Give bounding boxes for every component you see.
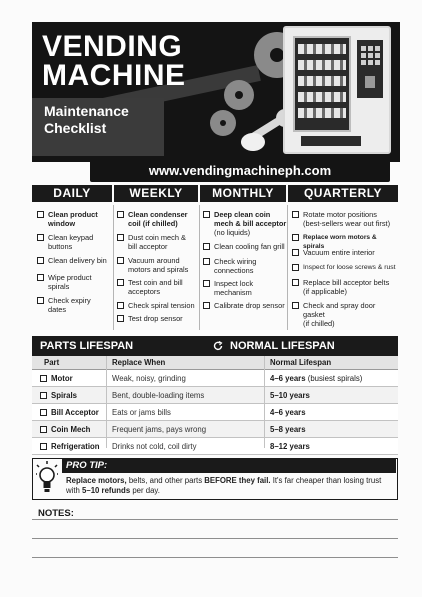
- task-label: Check spiral tension: [128, 301, 195, 310]
- vm-key: [375, 60, 380, 65]
- task-label: Inspect for loose screws & rust: [303, 264, 396, 271]
- replace-when-cell: Weak, noisy, grinding: [112, 374, 186, 383]
- task-checkbox[interactable]: [203, 211, 210, 218]
- gear-icon: [224, 80, 254, 110]
- column-divider: [113, 205, 114, 330]
- vm-delivery-slot: [301, 136, 361, 146]
- task-checkbox[interactable]: [203, 302, 210, 309]
- task-label: Vacuum around motors and spirals: [128, 256, 189, 274]
- task-label: Clean product window: [48, 210, 98, 228]
- column-header-part: Part: [44, 358, 60, 367]
- vm-shelf: [298, 108, 346, 118]
- table-row: [32, 404, 398, 421]
- lifespan-cell: 5–10 years: [270, 391, 310, 400]
- task-label: Wipe product spirals: [48, 273, 92, 291]
- notes-label: NOTES:: [38, 508, 74, 519]
- part-cell[interactable]: Refrigeration: [40, 438, 108, 455]
- vm-key: [375, 53, 380, 58]
- column-header-replace-when: Replace When: [112, 358, 166, 367]
- task-label: Deep clean coin mech & bill acceptor (no liquids): [214, 210, 287, 237]
- weekly-header: WEEKLY: [114, 185, 198, 202]
- hero-title: [42, 32, 186, 90]
- vm-key: [368, 53, 373, 58]
- pro-tip-header: PRO TIP:: [62, 458, 396, 473]
- table-row: [32, 438, 398, 455]
- website-url: www.vendingmachineph.com: [148, 163, 332, 178]
- vending-machine-illustration: [283, 26, 391, 154]
- task-label: Clean condenser coil (if chilled): [128, 210, 188, 228]
- vm-shelf: [298, 60, 346, 70]
- task-label: Replace bill acceptor belts (if applicable): [303, 278, 390, 296]
- task-checkbox[interactable]: [117, 257, 124, 264]
- parts-lifespan-header: [32, 336, 398, 356]
- part-cell[interactable]: Bill Acceptor: [40, 404, 108, 421]
- task-label: Check and spray door gasket (if chilled): [303, 301, 376, 328]
- task-label: Vacuum entire interior: [303, 248, 375, 257]
- task-checkbox[interactable]: [203, 258, 210, 265]
- vm-glass: [293, 36, 351, 132]
- task-checkbox[interactable]: [37, 274, 44, 281]
- hero-title-line2: MACHINE: [42, 59, 186, 92]
- hero-subtitle-line2: Checklist: [44, 120, 107, 136]
- parts-lifespan-title: PARTS LIFESPAN: [40, 340, 134, 352]
- vm-key: [368, 60, 373, 65]
- task-label: Clean cooling fan grill: [214, 242, 285, 251]
- task-checkbox[interactable]: [292, 249, 299, 256]
- task-label: Check wiring connections: [214, 257, 257, 275]
- replace-when-cell: Frequent jams, pays wrong: [112, 425, 207, 434]
- task-checkbox[interactable]: [292, 211, 299, 218]
- task-checkbox[interactable]: [117, 315, 124, 322]
- lifespan-cell: 4–6 years (busiest spirals): [270, 374, 363, 383]
- quarterly-header: QUARTERLY: [288, 185, 398, 202]
- task-checkbox[interactable]: [117, 302, 124, 309]
- vm-key: [375, 46, 380, 51]
- task-checkbox[interactable]: [292, 279, 299, 286]
- task-checkbox[interactable]: [117, 234, 124, 241]
- task-label: Check expiry dates: [48, 296, 91, 314]
- vm-keypad-panel: [357, 40, 383, 98]
- gear-icon: [210, 110, 236, 136]
- table-column-divider: [106, 356, 107, 448]
- task-checkbox[interactable]: [117, 279, 124, 286]
- part-cell[interactable]: Coin Mech: [40, 421, 108, 438]
- table-row: [32, 370, 398, 387]
- lightbulb-icon: [36, 461, 58, 495]
- part-checkbox[interactable]: [40, 392, 47, 399]
- hero-subtitle-line1: Maintenance: [44, 103, 129, 119]
- pro-tip-text: Replace motors, belts, and other parts BEFORE they fail. It's far cheaper than losing trust with 5–10 refunds per day.: [66, 476, 382, 495]
- lifespan-cell: 5–8 years: [270, 425, 306, 434]
- replace-when-cell: Eats or jams bills: [112, 408, 171, 417]
- column-header-lifespan: Normal Lifespan: [270, 358, 332, 367]
- task-label: Test coin and bill acceptors: [128, 278, 183, 296]
- column-divider: [287, 205, 288, 330]
- task-label: Test drop sensor: [128, 314, 183, 323]
- task-checkbox[interactable]: [117, 211, 124, 218]
- task-checkbox[interactable]: [37, 234, 44, 241]
- vm-coin-slot: [365, 76, 375, 88]
- part-checkbox[interactable]: [40, 409, 47, 416]
- notes-line[interactable]: [32, 519, 398, 520]
- column-divider: [199, 205, 200, 330]
- task-label: Replace worn motors & spirals: [303, 234, 377, 250]
- task-label: Inspect lock mechanism: [214, 279, 254, 297]
- daily-header: DAILY: [32, 185, 112, 202]
- task-checkbox[interactable]: [292, 234, 299, 241]
- notes-line[interactable]: [32, 538, 398, 539]
- task-checkbox[interactable]: [37, 297, 44, 304]
- task-checkbox[interactable]: [203, 243, 210, 250]
- normal-lifespan-title: NORMAL LIFESPAN: [230, 340, 335, 352]
- replace-when-cell: Drinks not cold, coil dirty: [112, 442, 197, 451]
- table-row: [32, 387, 398, 404]
- table-row: [32, 421, 398, 438]
- lifespan-cell: 8–12 years: [270, 442, 310, 451]
- lifespan-cell: 4–6 years: [270, 408, 306, 417]
- task-label: Clean delivery bin: [48, 256, 107, 265]
- replace-when-cell: Bent, double-loading items: [112, 391, 205, 400]
- monthly-header: MONTHLY: [200, 185, 286, 202]
- notes-line[interactable]: [32, 557, 398, 558]
- vm-shelf: [298, 44, 346, 54]
- part-checkbox[interactable]: [40, 443, 47, 450]
- vm-key: [361, 46, 366, 51]
- hero-title-line1: VENDING: [42, 30, 183, 63]
- task-label: Dust coin mech & bill acceptor: [128, 233, 186, 251]
- vm-key: [368, 46, 373, 51]
- task-checkbox[interactable]: [203, 280, 210, 287]
- part-cell[interactable]: Spirals: [40, 387, 108, 404]
- part-checkbox[interactable]: [40, 375, 47, 382]
- vm-shelf: [298, 76, 346, 86]
- vm-key: [361, 53, 366, 58]
- refresh-icon: [213, 341, 223, 351]
- task-label: Rotate motor positions (best-sellers wear out first): [303, 210, 391, 228]
- table-column-divider: [264, 356, 265, 448]
- task-checkbox[interactable]: [37, 257, 44, 264]
- vm-key: [361, 60, 366, 65]
- task-label: Clean keypad buttons: [48, 233, 94, 251]
- part-cell[interactable]: Motor: [40, 370, 108, 387]
- part-checkbox[interactable]: [40, 426, 47, 433]
- url-banner: [90, 160, 390, 182]
- task-checkbox[interactable]: [292, 264, 299, 271]
- parts-table-header: [32, 356, 398, 370]
- task-checkbox[interactable]: [37, 211, 44, 218]
- task-label: Calibrate drop sensor: [214, 301, 285, 310]
- task-checkbox[interactable]: [292, 302, 299, 309]
- vm-shelf: [298, 92, 346, 102]
- hero-subtitle: [44, 103, 129, 137]
